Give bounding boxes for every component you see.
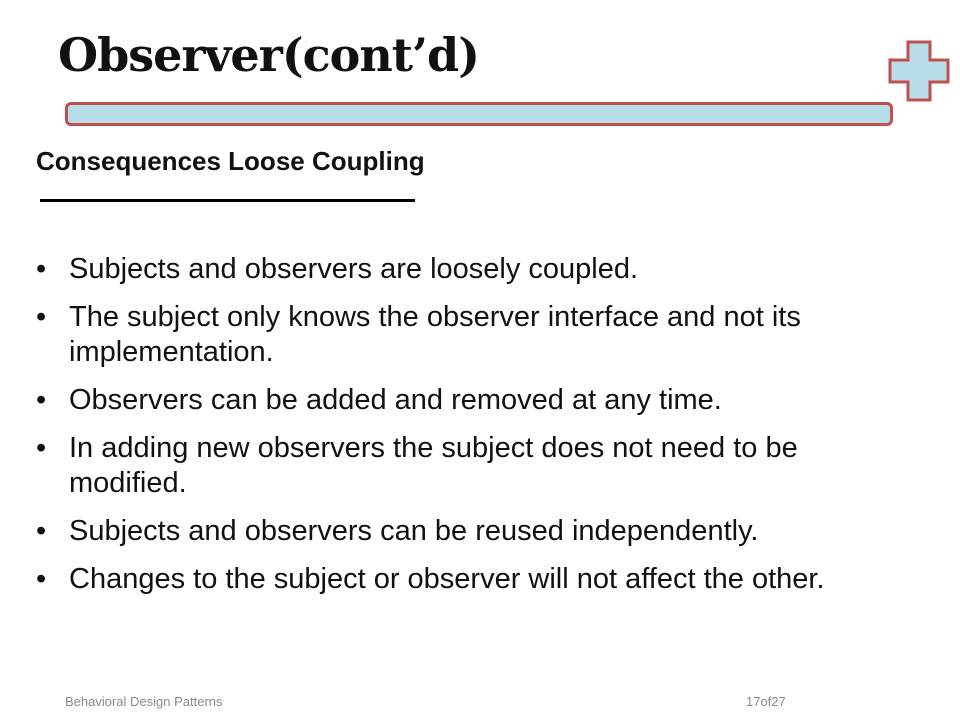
plus-icon: [888, 40, 950, 102]
bullet-list: [36, 252, 906, 610]
section-subheading: Consequences Loose Coupling: [36, 146, 425, 176]
slide-title: Observer(cont’d): [58, 28, 479, 82]
subheading-rule: [40, 199, 415, 202]
bullet-item: • Changes to the subject or observer will not affect the other.: [36, 562, 906, 597]
bullet-item: • In adding new observers the subject does not need to be modified.: [36, 431, 906, 501]
slide-number: 17of27: [746, 694, 786, 709]
bullet-item: • Subjects and observers are loosely coupled.: [36, 252, 906, 287]
bullet-item: • Observers can be added and removed at any time.: [36, 383, 906, 418]
bullet-item: • Subjects and observers can be reused independently.: [36, 514, 906, 549]
title-underline-bar: [65, 102, 893, 126]
footer-title: Behavioral Design Patterns: [65, 694, 223, 709]
bullet-item: • The subject only knows the observer interface and not its implementation.: [36, 300, 906, 370]
